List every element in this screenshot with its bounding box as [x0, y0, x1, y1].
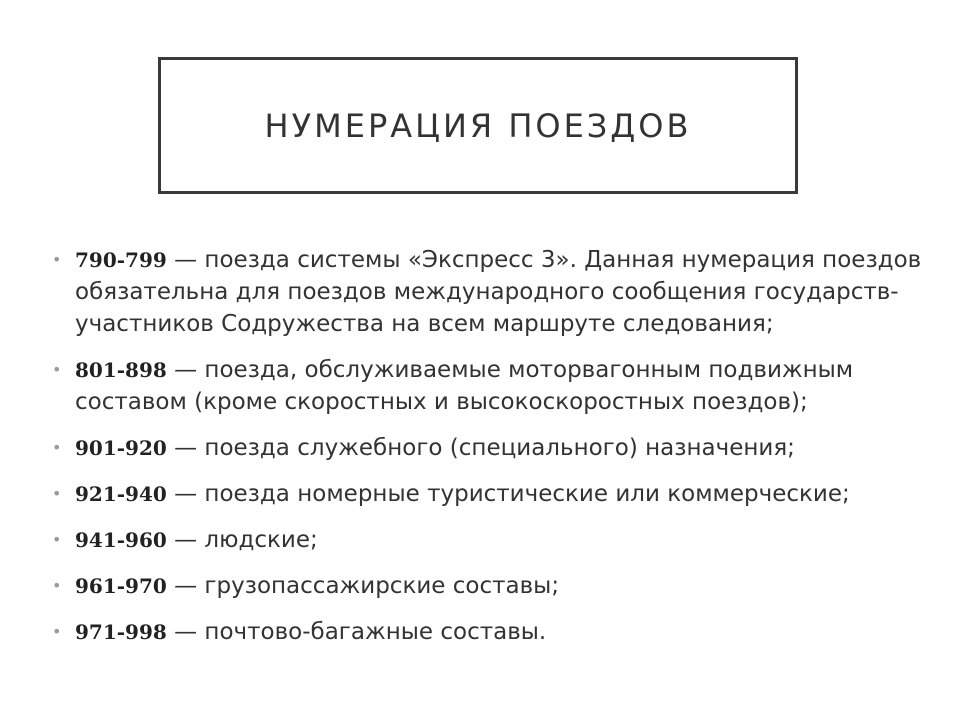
range-label: 971-998	[75, 620, 167, 644]
bullet-item	[50, 432, 930, 464]
range-label: 801-898	[75, 358, 167, 382]
bullet-item	[50, 570, 930, 602]
bullet-text: — людские;	[166, 527, 318, 553]
bullet-dot-icon: •	[52, 622, 62, 641]
title-box	[158, 57, 798, 194]
bullet-item	[50, 354, 930, 418]
range-label: 921-940	[75, 482, 167, 506]
bullet-item	[50, 616, 930, 648]
bullet-dot-icon: •	[52, 484, 62, 503]
range-label: 901-920	[75, 436, 167, 460]
bullet-dot-icon: •	[52, 576, 62, 595]
range-label: 790-799	[75, 248, 167, 272]
bullet-text: — поезда служебного (специального) назначения;	[166, 435, 795, 461]
bullet-dot-icon: •	[52, 530, 62, 549]
bullet-text: — поезда системы «Экспресс 3». Данная нумерация поездов обязательна для поездов международного сообщения государств-участников Содружества на всем маршруте следования;	[75, 247, 922, 337]
bullet-text: — поезда, обслуживаемые моторвагонным подвижным составом (кроме скоростных и высокоскоростных поездов);	[75, 357, 854, 415]
bullet-item	[50, 524, 930, 556]
bullet-text: — грузопассажирские составы;	[166, 573, 560, 599]
range-label: 961-970	[75, 574, 167, 598]
bullet-dot-icon: •	[52, 360, 62, 379]
range-label: 941-960	[75, 528, 167, 552]
bullet-item	[50, 478, 930, 510]
bullet-item	[50, 244, 930, 340]
bullet-list	[50, 244, 930, 662]
bullet-dot-icon: •	[52, 250, 62, 269]
slide-title: НУМЕРАЦИЯ ПОЕЗДОВ	[264, 106, 692, 145]
bullet-text: — поезда номерные туристические или коммерческие;	[166, 481, 850, 507]
bullet-dot-icon: •	[52, 438, 62, 457]
bullet-text: — почтово-багажные составы.	[166, 619, 547, 645]
